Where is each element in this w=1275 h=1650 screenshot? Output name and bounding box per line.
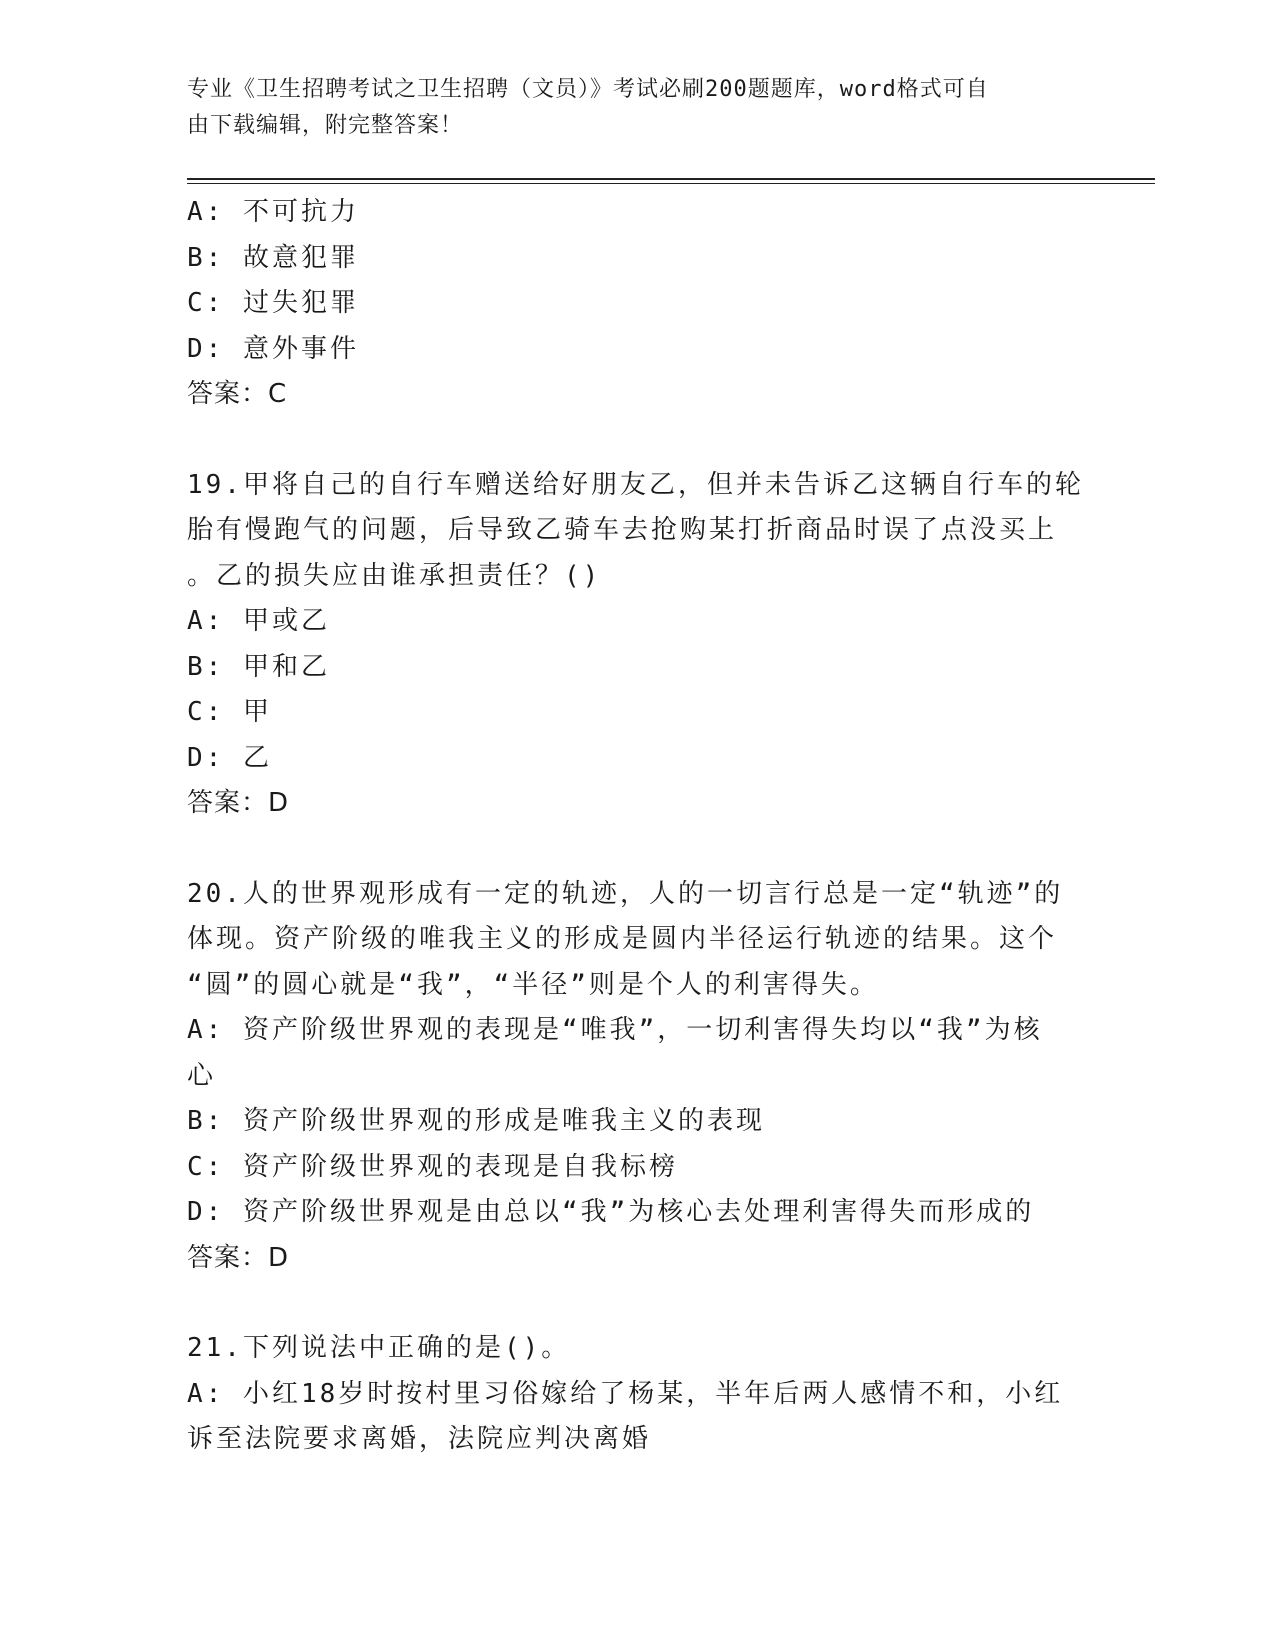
answer-line: 答案：C bbox=[187, 379, 288, 409]
question-block-20 bbox=[187, 872, 1087, 1282]
question-text: 20.人的世界观形成有一定的轨迹，人的一切言行总是一定“轨迹”的 bbox=[187, 878, 1064, 909]
answer-line: 答案：D bbox=[187, 1242, 290, 1273]
option-a: A: 小红18岁时按村里习俗嫁给了杨某，半年后两人感情不和，小红 bbox=[187, 1378, 1064, 1409]
header-divider bbox=[187, 178, 1155, 180]
option-b: B: 资产阶级世界观的形成是唯我主义的表现 bbox=[187, 1106, 765, 1136]
option-d: D: 资产阶级世界观是由总以“我”为核心去处理利害得失而形成的 bbox=[187, 1197, 1035, 1227]
answer-line: 答案：D bbox=[187, 788, 290, 818]
option-b: B: 甲和乙 bbox=[187, 651, 330, 682]
header-divider-thin bbox=[187, 183, 1155, 184]
question-text: 。乙的损失应由谁承担责任？() bbox=[187, 560, 602, 591]
question-list bbox=[187, 190, 1087, 1463]
document-header bbox=[187, 72, 1067, 144]
question-text: “圆”的圆心就是“我”，“半径”则是个人的利害得失。 bbox=[187, 969, 879, 1000]
question-text: 21.下列说法中正确的是()。 bbox=[187, 1333, 571, 1363]
option-d: D: 乙 bbox=[187, 742, 272, 773]
option-a: A: 资产阶级世界观的表现是“唯我”，一切利害得失均以“我”为核 bbox=[187, 1015, 1043, 1045]
header-line: 由下载编辑，附完整答案！ bbox=[187, 113, 464, 138]
spacer bbox=[187, 418, 1087, 463]
spacer bbox=[187, 1281, 1087, 1326]
question-block-prev bbox=[187, 190, 1087, 418]
question-block-21 bbox=[187, 1326, 1087, 1463]
option-d: D: 意外事件 bbox=[187, 333, 359, 364]
option-a-continued: 诉至法院要求离婚，法院应判决离婚 bbox=[187, 1424, 652, 1454]
question-text: 体现。资产阶级的唯我主义的形成是圆内半径运行轨迹的结果。这个 bbox=[187, 924, 1058, 954]
option-c: C: 资产阶级世界观的表现是自我标榜 bbox=[187, 1151, 678, 1182]
option-a-continued: 心 bbox=[187, 1060, 217, 1091]
question-text: 胎有慢跑气的问题，后导致乙骑车去抢购某打折商品时误了点没买上 bbox=[187, 515, 1058, 545]
option-c: C: 过失犯罪 bbox=[187, 288, 359, 318]
option-c: C: 甲 bbox=[187, 697, 272, 727]
spacer bbox=[187, 827, 1087, 872]
option-b: B: 故意犯罪 bbox=[187, 242, 359, 273]
question-text: 19.甲将自己的自行车赠送给好朋友乙，但并未告诉乙这辆自行车的轮 bbox=[187, 469, 1084, 500]
question-block-19 bbox=[187, 463, 1087, 827]
option-a: A: 不可抗力 bbox=[187, 197, 359, 227]
option-a: A: 甲或乙 bbox=[187, 606, 330, 636]
header-line: 专业《卫生招聘考试之卫生招聘（文员）》考试必刷200题题库，word格式可自 bbox=[187, 77, 989, 102]
